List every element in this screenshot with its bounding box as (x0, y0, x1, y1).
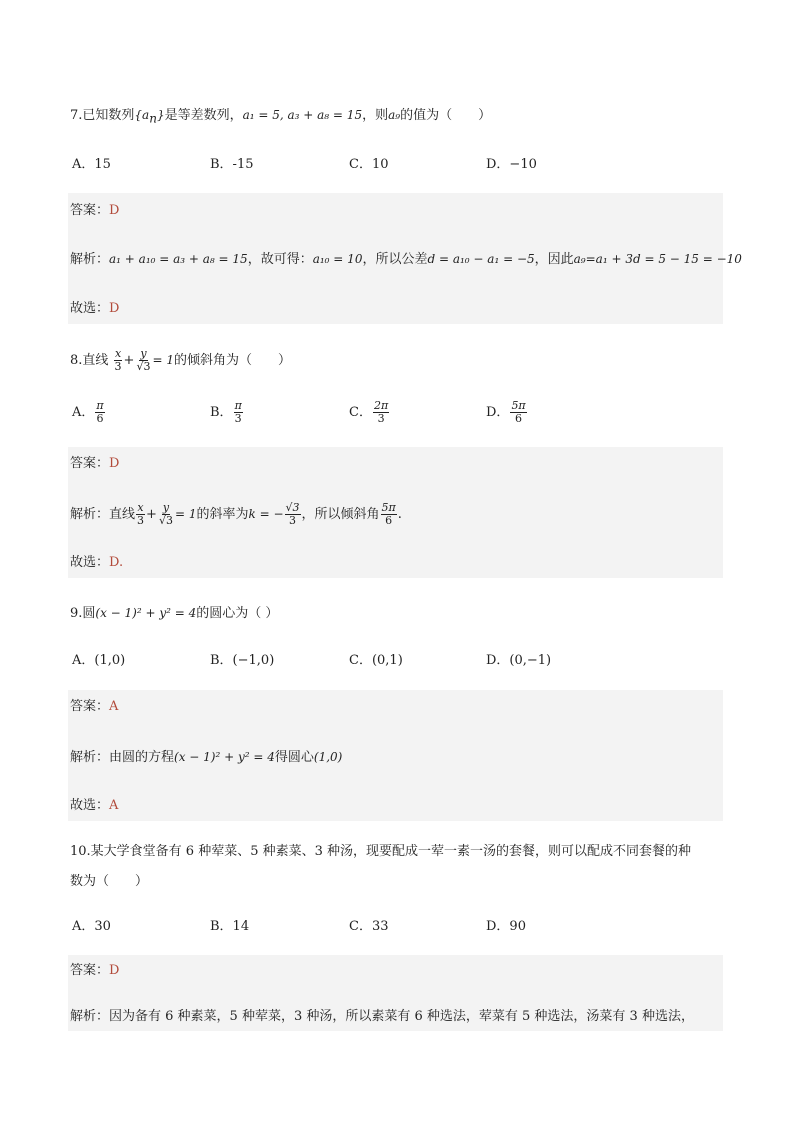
q7-option-c[interactable]: C．10 (349, 157, 389, 172)
q7-analysis: 解析：a₁ + a₁₀ = a₃ + a₈ = 15，故可得：a₁₀ = 10，所以公差d = a₁₀ − a₁ = −5，因此a₉=a₁ + 3d = 5 − 15 = −10 (70, 252, 742, 267)
q9-option-a[interactable]: A．(1,0) (72, 653, 126, 668)
q8-option-d[interactable]: D． $\frac{5\pi}{6}$ (486, 399, 526, 425)
q9-option-b[interactable]: B．(−1,0) (210, 653, 275, 668)
q8-option-c[interactable]: C． $\frac{2\pi}{3}$ (349, 399, 389, 425)
q7-option-d[interactable]: D．−10 (486, 157, 537, 172)
q8-stem: 8.直线 $\frac{x}{3}$ + $\frac{y}{√3}$ = 1的倾斜角为（ ） (70, 347, 291, 373)
q8-option-b[interactable]: B． $\frac{\pi}{3}$ (210, 399, 242, 425)
q7-option-b[interactable]: B．-15 (210, 157, 254, 172)
q10-answer: 答案：D (70, 963, 120, 978)
q8-answer: 答案：D (70, 456, 120, 471)
q9-choose: 故选：A (70, 798, 119, 813)
q10-option-d[interactable]: D．90 (486, 919, 526, 934)
q9-option-d[interactable]: D．(0,−1) (486, 653, 552, 668)
q9-analysis: 解析：由圆的方程(x − 1)² + y² = 4得圆心(1,0) (70, 750, 343, 765)
q7-choose: 故选：D (70, 301, 120, 316)
q10-analysis: 解析：因为备有 6 种素菜，5 种荤菜，3 种汤，所以素菜有 6 种选法，荤菜有 5 种选法，汤菜有 3 种选法， (70, 1009, 694, 1024)
q10-option-a[interactable]: A．30 (72, 919, 111, 934)
q10-stem-line2: 数为（ ） (70, 874, 149, 889)
q10-option-b[interactable]: B．14 (210, 919, 250, 934)
q8-frac-x: $\frac{x}{3}$ (114, 347, 122, 373)
q8-frac-y: $\frac{y}{√3}$ (136, 347, 151, 373)
q7-answer: 答案：D (70, 203, 120, 218)
q8-analysis: 解析：直线 $\frac{x}{3}$ + $\frac{y}{√3}$ = 1的斜率为k = − $\frac{√3}{3}$ ，所以倾斜角 $\frac{5\pi}{6}$ . (70, 501, 402, 527)
q9-answer: 答案：A (70, 699, 119, 714)
q10-option-c[interactable]: C．33 (349, 919, 389, 934)
q8-choose: 故选：D. (70, 555, 124, 570)
q9-stem: 9.圆(x − 1)² + y² = 4的圆心为（ ） (70, 606, 279, 621)
q10-stem-line1: 10.某大学食堂备有 6 种荤菜、5 种素菜、3 种汤，现要配成一荤一素一汤的套餐，则可以配成不同套餐的种 (70, 844, 692, 859)
q8-option-a[interactable]: A． $\frac{\pi}{6}$ (72, 399, 104, 425)
q9-option-c[interactable]: C．(0,1) (349, 653, 403, 668)
q7-stem: 7.已知数列$\{a_n\}$是等差数列，a₁ = 5, a₃ + a₈ = 15，则a₉的值为（ ） (70, 108, 492, 126)
q7-option-a[interactable]: A．15 (72, 157, 111, 172)
